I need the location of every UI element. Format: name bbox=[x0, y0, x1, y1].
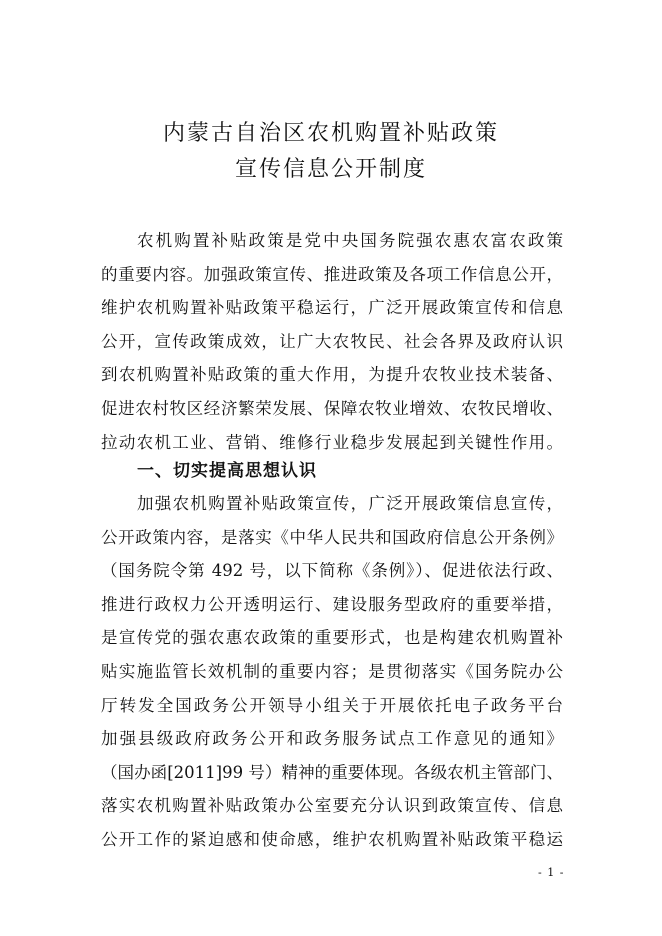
paragraph-2 bbox=[101, 487, 563, 857]
page-number: - 1 - bbox=[538, 866, 565, 879]
text-line: 拉动农机工业、营销、维修行业稳步发展起到关键性作用。 bbox=[101, 432, 563, 452]
text-line: 维护农机购置补贴政策平稳运行，广泛开展政策宣传和信息 bbox=[101, 298, 563, 318]
text-line: （国务院令第 492 号，以下简称《条例》）、促进依法行政、 bbox=[101, 561, 563, 581]
text-line: 是宣传党的强农惠农政策的重要形式，也是构建农机购置补 bbox=[101, 628, 563, 648]
section-heading: 一、切实提高思想认识 bbox=[137, 461, 317, 481]
text-line: 的重要内容。加强政策宣传、推进政策及各项工作信息公开， bbox=[101, 264, 563, 284]
text-line: 公开工作的紧迫感和使命感，维护农机购置补贴政策平稳运 bbox=[101, 829, 563, 849]
text-line: 厅转发全国政务公开领导小组关于开展依托电子政务平台 bbox=[101, 695, 563, 715]
text-line: 加强县级政府政务公开和政务服务试点工作意见的通知》 bbox=[101, 729, 563, 749]
text-line: 公开政策内容，是落实《中华人民共和国政府信息公开条例》 bbox=[101, 527, 563, 547]
paragraph-1 bbox=[101, 224, 563, 459]
text-line: 农机购置补贴政策是党中央国务院强农惠农富农政策 bbox=[137, 231, 563, 250]
document-title-line-2: 宣传信息公开制度 bbox=[234, 157, 427, 182]
text-line: 落实农机购置补贴政策办公室要充分认识到政策宣传、信息 bbox=[101, 796, 563, 816]
text-line: 促进农村牧区经济繁荣发展、保障农牧业增效、农牧民增收、 bbox=[101, 398, 563, 418]
text-line: 到农机购置补贴政策的重大作用，为提升农牧业技术装备、 bbox=[101, 365, 563, 385]
document-title-line-1: 内蒙古自治区农机购置补贴政策 bbox=[162, 121, 499, 146]
text-line: 推进行政权力公开透明运行、建设服务型政府的重要举措， bbox=[101, 594, 563, 614]
text-line: 公开，宣传政策成效，让广大农牧民、社会各界及政府认识 bbox=[101, 331, 563, 351]
text-line: 贴实施监管长效机制的重要内容；是贯彻落实《国务院办公 bbox=[101, 661, 563, 681]
text-line: （国办函[2011]99 号）精神的重要体现。各级农机主管部门、 bbox=[101, 762, 563, 782]
text-line: 加强农机购置补贴政策宣传，广泛开展政策信息宣传， bbox=[137, 494, 563, 513]
